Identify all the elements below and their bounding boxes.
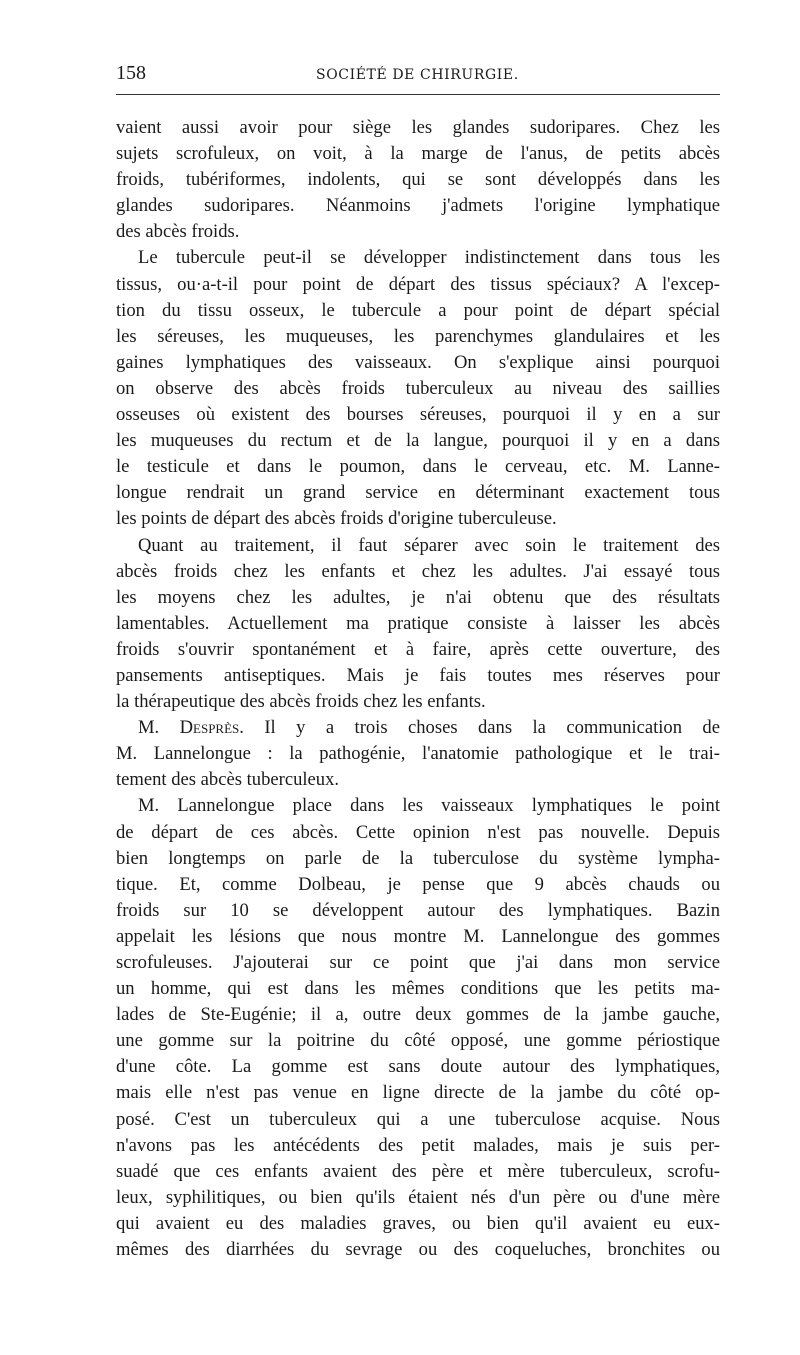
body-text — [116, 115, 720, 1263]
text-line: mêmes des diarrhées du sevrage ou des coqueluches, bronchites ou — [116, 1239, 720, 1261]
text-line: tement des abcès tuberculeux. — [116, 769, 340, 791]
text-line: M. Lannelongue place dans les vaisseaux lymphatiques le point — [138, 795, 720, 817]
text-fragment: Il y a trois choses dans la communication de — [264, 717, 720, 739]
page — [116, 62, 720, 1263]
text-line: froids, tubériformes, indolents, qui se sont développés dans les — [116, 169, 720, 191]
page-number: 158 — [116, 62, 146, 84]
text-line: vaient aussi avoir pour siège les glandes sudoripares. Chez les — [116, 117, 720, 138]
text-line: longue rendrait un grand service en déterminant exactement tous — [116, 482, 720, 504]
text-line: mais elle n'est pas venue en ligne directe de la jambe du côté op- — [116, 1082, 720, 1104]
paragraph — [116, 245, 720, 532]
text-line: tissus, ou·a-t-il pour point de départ des tissus spéciaux? A l'excep- — [116, 273, 720, 295]
paragraph — [116, 533, 720, 716]
text-line: suadé que ces enfants avaient des père et mère tuberculeux, scrofu- — [116, 1160, 720, 1182]
text-line: qui avaient eu des maladies graves, ou bien qu'il avaient eu eux- — [116, 1212, 720, 1234]
text-line: abcès froids chez les enfants et chez les adultes. J'ai essayé tous — [116, 560, 720, 582]
text-line: Le tubercule peut-il se développer indistinctement dans tous les — [138, 247, 720, 269]
page-header — [116, 62, 720, 88]
text-line: lades de Ste-Eugénie; il a, outre deux gommes de la jambe gauche, — [116, 1004, 720, 1026]
text-line: osseuses où existent des bourses séreuses, pourquoi il y en a sur — [116, 404, 720, 426]
text-line: froids s'ouvrir spontanément et à faire, après cette ouverture, des — [116, 638, 720, 660]
text-line: les séreuses, les muqueuses, les parenchymes glandulaires et les — [116, 325, 720, 347]
text-line: un homme, qui est dans les mêmes conditions que les petits ma- — [116, 978, 720, 1000]
text-line: les points de départ des abcès froids d'origine tuberculeuse. — [116, 508, 557, 530]
text-line: tion du tissu osseux, le tubercule a pour point de départ spécial — [116, 299, 720, 321]
text-line: pansements antiseptiques. Mais je fais toutes mes réserves pour — [116, 664, 720, 686]
text-line: M. Lannelongue : la pathogénie, l'anatomie pathologique et le trai- — [116, 743, 720, 765]
paragraph — [116, 793, 720, 1263]
text-line: une gomme sur la poitrine du côté opposé, une gomme périostique — [116, 1030, 720, 1052]
text-line: les muqueuses du rectum et de la langue, pourquoi il y en a dans — [116, 430, 720, 452]
text-line: bien longtemps on parle de la tuberculose du système lympha- — [116, 847, 720, 869]
text-line: sujets scrofuleux, on voit, à la marge de l'anus, de petits abcès — [116, 143, 720, 165]
text-line: lamentables. Actuellement ma pratique consiste à laisser les abcès — [116, 612, 720, 634]
text-line: gaines lymphatiques des vaisseaux. On s'explique ainsi pourquoi — [116, 351, 720, 373]
text-line: leux, syphilitiques, ou bien qu'ils étaient nés d'un père ou d'une mère — [116, 1186, 720, 1208]
paragraph — [116, 715, 720, 793]
text-line — [116, 715, 720, 741]
text-line: d'une côte. La gomme est sans doute autour des lymphatiques, — [116, 1056, 720, 1078]
text-line: la thérapeutique des abcès froids chez les enfants. — [116, 691, 486, 713]
text-line: les moyens chez les adultes, je n'ai obtenu que des résultats — [116, 586, 720, 608]
text-line: des abcès froids. — [116, 221, 240, 243]
text-line: posé. C'est un tuberculeux qui a une tuberculose acquise. Nous — [116, 1108, 720, 1130]
paragraph — [116, 115, 720, 245]
text-line: scrofuleuses. J'ajouterai sur ce point que j'ai dans mon service — [116, 952, 720, 973]
running-head: SOCIÉTÉ DE CHIRURGIE. — [316, 67, 519, 83]
text-line: on observe des abcès froids tuberculeux au niveau des saillies — [116, 377, 720, 399]
speaker-name: M. Desprès. — [138, 717, 244, 739]
text-line: le testicule et dans le poumon, dans le cerveau, etc. M. Lanne- — [116, 456, 720, 478]
header-rule — [116, 94, 720, 95]
text-line: n'avons pas les antécédents des petit malades, mais je suis per- — [116, 1134, 720, 1156]
text-line: Quant au traitement, il faut séparer avec soin le traitement des — [138, 534, 720, 556]
text-line: appelait les lésions que nous montre M. Lannelongue des gommes — [116, 925, 720, 947]
text-line: glandes sudoripares. Néanmoins j'admets l'origine lymphatique — [116, 195, 720, 217]
text-line: froids sur 10 se développent autour des lymphatiques. Bazin — [116, 899, 720, 921]
text-line: de départ de ces abcès. Cette opinion n'est pas nouvelle. Depuis — [116, 821, 720, 843]
text-line: tique. Et, comme Dolbeau, je pense que 9 abcès chauds ou — [116, 873, 720, 895]
